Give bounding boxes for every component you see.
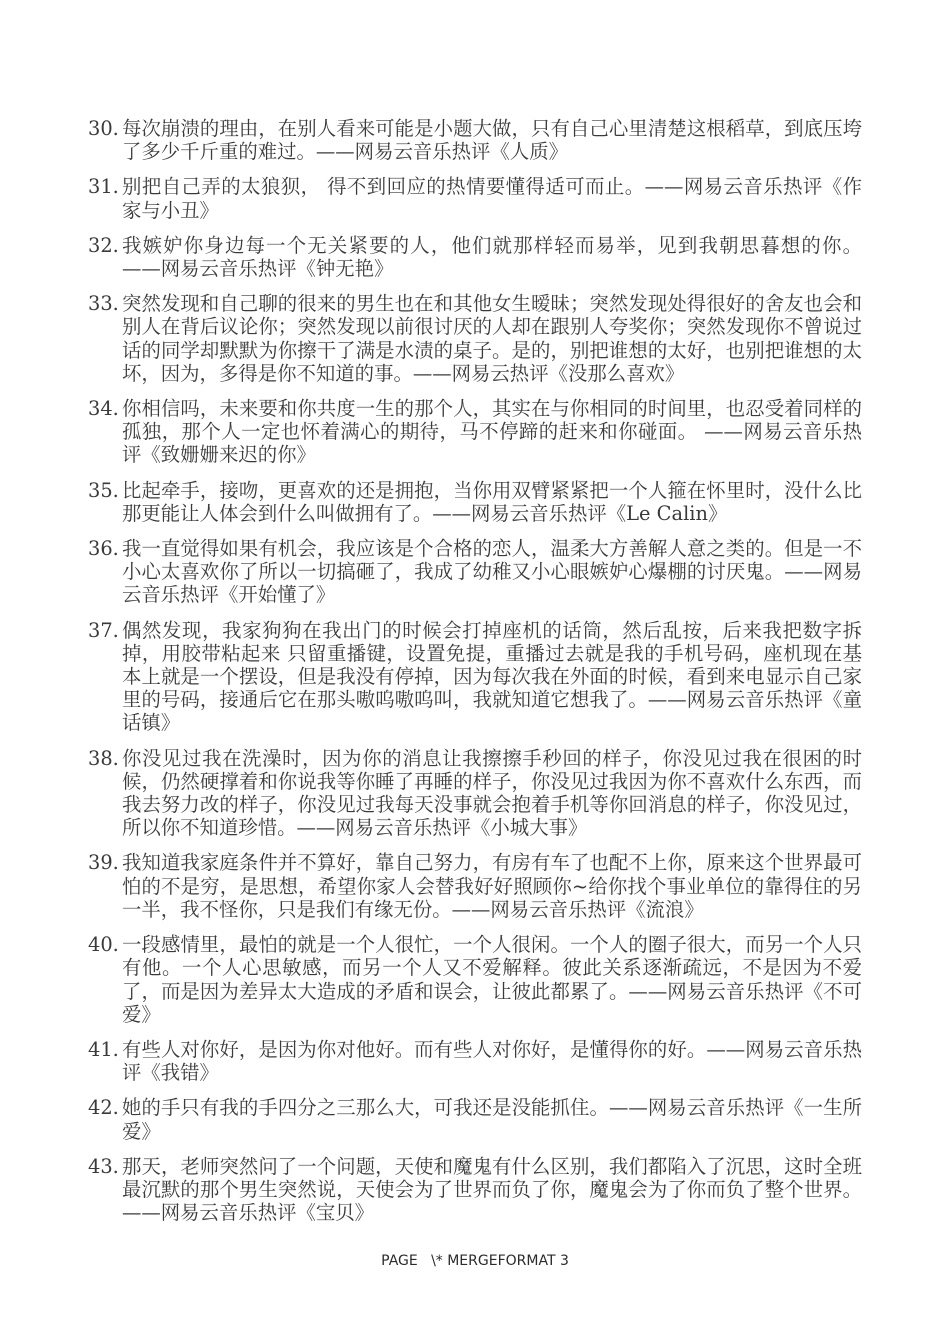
- list-item-number: 32.: [88, 233, 119, 257]
- list-item: [88, 851, 862, 921]
- list-item-number: 30.: [88, 117, 119, 140]
- list-item-number: 41.: [88, 1037, 119, 1061]
- list-item-number: 31.: [88, 175, 119, 199]
- list-item: [88, 537, 862, 607]
- list-item: [88, 175, 862, 221]
- list-item-text: 偶然发现，我家狗狗在我出门的时候会打掉座机的话筒，然后乱按，后来我把数字拆掉，用胶带粘起来 只留重播键，设置免提，重播过去就是我的手机号码，座机现在基本上就是一个摆设，但是我没有停掉，因为每次我在外面的时候，看到来电显示自己家里的号码，接通后它在那头嗷呜嗷呜叫，我就知道它想我了。——网易云音乐热评《童话镇》: [122, 618, 862, 735]
- list-item: [88, 1038, 862, 1084]
- list-item-number: 38.: [88, 746, 119, 770]
- list-item-number: 34.: [88, 397, 119, 421]
- list-item-text: 我嫉妒你身边每一个无关紧要的人，他们就那样轻而易举，见到我朝思暮想的你。 ——网易云音乐热评《钟无艳》: [122, 233, 862, 281]
- list-item: [88, 292, 862, 385]
- list-item-number: 42.: [88, 1096, 119, 1120]
- list-item: [88, 397, 862, 467]
- list-item-text: 每次崩溃的理由，在别人看来可能是小题大做，只有自己心里清楚这根稻草，到底压垮了多少千斤重的难过。——网易云音乐热评《人质》: [122, 117, 862, 164]
- list-item: [88, 747, 862, 840]
- list-item-text: 你没见过我在洗澡时，因为你的消息让我擦擦手秒回的样子，你没见过我在很困的时候，仍然硬撑着和你说我等你睡了再睡的样子，你没见过我因为你不喜欢什么东西，而我去努力改的样子，你没见过我每天没事就会抱着手机等你回消息的样子，你没见过，所以你不知道珍惜。——网易云音乐热评《小城大事》: [122, 746, 862, 840]
- list-item-number: 43.: [88, 1154, 119, 1178]
- list-item: [88, 479, 862, 525]
- page-number-field: PAGE \* MERGEFORMAT 3: [381, 1253, 569, 1269]
- list-item-number: 37.: [88, 618, 119, 642]
- list-item: [88, 933, 862, 1026]
- list-item-text: 我知道我家庭条件并不算好，靠自己努力，有房有车了也配不上你，原来这个世界最可怕的不是穷，是思想，希望你家人会替我好好照顾你~给你找个事业单位的靠得住的另一半，我不怪你，只是我们有缘无份。——网易云音乐热评《流浪》: [122, 851, 862, 921]
- list-item-text: 一段感情里，最怕的就是一个人很忙，一个人很闲。一个人的圈子很大，而另一个人只有他。一个人心思敏感，而另一个人又不爱解释。彼此关系逐渐疏远，不是因为不爱了，而是因为差异太大造成的矛盾和误会，让彼此都累了。——网易云音乐热评《不可爱》: [122, 933, 862, 1026]
- list-item-text: 比起牵手，接吻，更喜欢的还是拥抱，当你用双臂紧紧把一个人箍在怀里时，没什么比那更能让人体会到什么叫做拥有了。——网易云音乐热评《Le Calin》: [122, 478, 862, 525]
- list-item-number: 33.: [88, 292, 119, 316]
- list-item-text: 那天，老师突然问了一个问题，天使和魔鬼有什么区别，我们都陷入了沉思，这时全班最沉默的那个男生突然说，天使会为了世界而负了你，魔鬼会为了你而负了整个世界。——网易云音乐热评《宝贝》: [122, 1154, 862, 1225]
- list-item-number: 35.: [88, 478, 119, 502]
- list-item-text: 我一直觉得如果有机会，我应该是个合格的恋人，温柔大方善解人意之类的。但是一不小心太喜欢你了所以一切搞砸了，我成了幼稚又小心眼嫉妒心爆棚的讨厌鬼。——网易云音乐热评《开始懂了》: [122, 537, 862, 607]
- list-item-text: 她的手只有我的手四分之三那么大，可我还是没能抓住。——网易云音乐热评《一生所爱》: [122, 1096, 862, 1143]
- list-item-text: 你相信吗，未来要和你共度一生的那个人，其实在与你相同的时间里，也忍受着同样的孤独，那个人一定也怀着满心的期待，马不停蹄的赶来和你碰面。 ——网易云音乐热评《致姗姗来迟的你》: [122, 397, 862, 467]
- list-item: [88, 117, 862, 163]
- list-item-number: 39.: [88, 851, 119, 875]
- list-item-number: 36.: [88, 537, 119, 561]
- list-item-number: 40.: [88, 933, 119, 957]
- list-item: [88, 619, 862, 735]
- list-item-text: 别把自己弄的太狼狈， 得不到回应的热情要懂得适可而止。——网易云音乐热评《作家与小丑》: [122, 175, 862, 222]
- list-item-text: 有些人对你好，是因为你对他好。而有些人对你好，是懂得你的好。——网易云音乐热评《我错》: [122, 1037, 862, 1085]
- list-item-text: 突然发现和自己聊的很来的男生也在和其他女生暧昧；突然发现处得很好的舍友也会和别人在背后议论你；突然发现以前很讨厌的人却在跟别人夸奖你；突然发现你不曾说过话的同学却默默为你擦干了满是水渍的桌子。是的，别把谁想的太好，也别把谁想的太坏，因为，多得是你不知道的事。——网易云热评《没那么喜欢》: [122, 292, 862, 385]
- list-item: [88, 234, 862, 280]
- list-item: [88, 1155, 862, 1225]
- list-item: [88, 1096, 862, 1142]
